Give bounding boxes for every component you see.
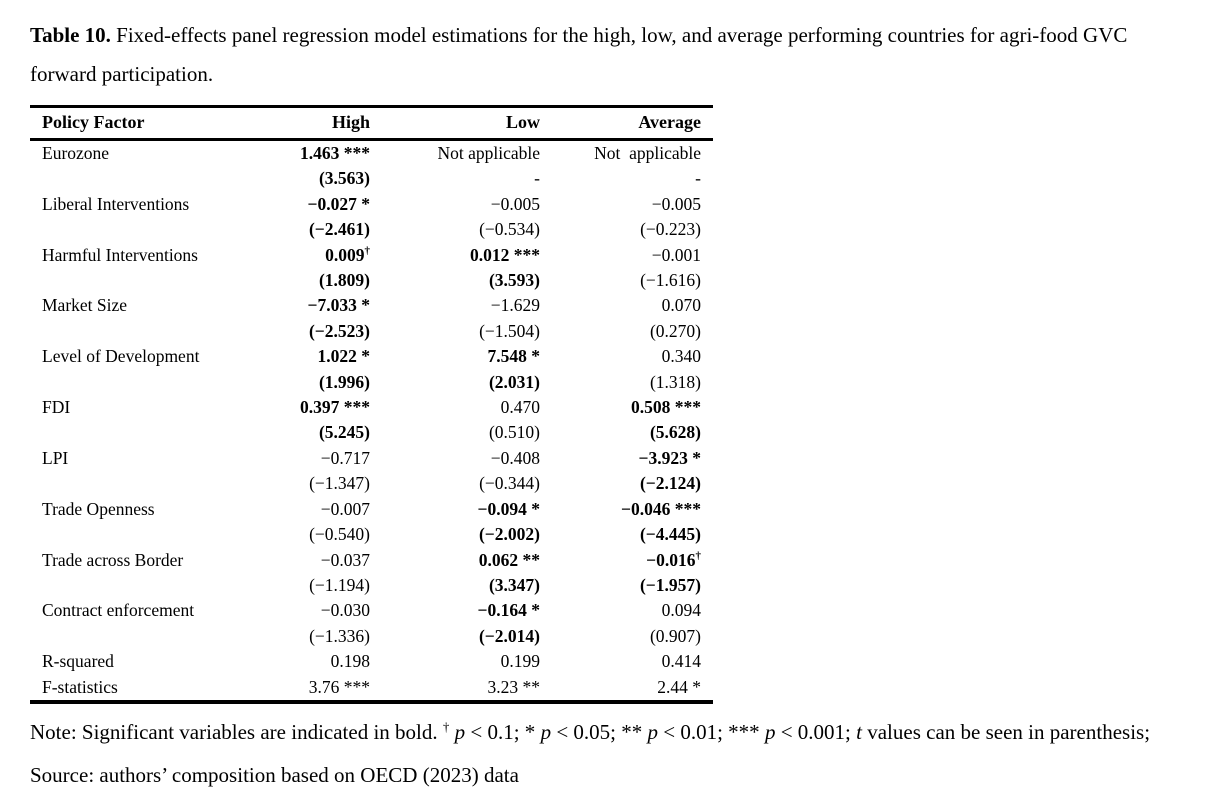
value-cell: −0.016† — [646, 549, 701, 570]
value-cell: (−2.124) — [639, 473, 701, 494]
dagger-superscript: † — [364, 244, 370, 257]
table-body — [30, 140, 713, 702]
column-header-low: Low — [382, 107, 552, 140]
policy-factor-cell — [30, 522, 270, 547]
value-cell: −0.094 * — [477, 498, 540, 519]
regression-table — [30, 105, 713, 704]
policy-factor-cell: Trade across Border — [42, 549, 184, 570]
value-cell: (3.347) — [488, 574, 540, 595]
policy-factor-cell — [30, 268, 270, 293]
table-row — [30, 166, 713, 191]
value-cell: 0.012 *** — [470, 244, 540, 265]
value-cell: (−2.523) — [308, 320, 370, 341]
value-cell: 3.76 *** — [308, 676, 370, 697]
policy-factor-cell — [30, 624, 270, 649]
note-text: Note: Significant variables are indicated in bold. — [30, 719, 443, 744]
policy-factor-cell: Contract enforcement — [42, 600, 195, 621]
value-cell: −0.005 — [651, 193, 701, 214]
value-cell: −0.027 * — [307, 193, 370, 214]
italic-stat-symbol: p — [764, 719, 776, 744]
value-cell: (5.245) — [318, 422, 370, 443]
policy-factor-cell: Liberal Interventions — [42, 193, 190, 214]
note-text: < 0.01; *** — [658, 719, 765, 744]
note-text: < 0.05; ** — [551, 719, 648, 744]
table-header — [30, 107, 713, 140]
table-row — [30, 140, 713, 167]
table-note — [30, 711, 1184, 797]
table-row — [30, 293, 713, 318]
policy-factor-cell: F-statistics — [42, 676, 118, 697]
italic-stat-symbol: t — [856, 719, 862, 744]
policy-factor-cell — [30, 573, 270, 598]
table-row — [30, 395, 713, 420]
value-cell: (−1.336) — [309, 625, 370, 646]
table-caption-label: Table 10. — [30, 23, 111, 47]
value-cell: 0.094 — [661, 600, 701, 621]
value-cell: (−0.344) — [479, 473, 540, 494]
value-cell: (−2.461) — [308, 219, 370, 240]
value-cell: (2.031) — [488, 371, 540, 392]
value-cell: Not applicable — [437, 143, 540, 163]
value-cell: 0.009† — [325, 244, 370, 265]
value-cell: (−0.540) — [309, 524, 370, 545]
value-cell: 0.198 — [330, 651, 370, 672]
value-cell: −0.164 * — [477, 600, 540, 621]
policy-factor-cell — [30, 217, 270, 242]
table-row — [30, 344, 713, 369]
table-row — [30, 446, 713, 471]
value-cell: (−4.445) — [639, 524, 701, 545]
value-cell: (−1.616) — [640, 270, 701, 291]
table-row — [30, 420, 713, 445]
value-cell: 0.414 — [661, 651, 701, 672]
table-caption — [30, 16, 1184, 94]
note-text: < 0.1; * — [465, 719, 541, 744]
value-cell: (−2.002) — [478, 524, 540, 545]
table-row — [30, 243, 713, 268]
value-cell: 7.548 * — [487, 346, 540, 367]
policy-factor-cell — [30, 420, 270, 445]
value-cell: (−0.223) — [640, 219, 701, 240]
value-cell: (1.809) — [318, 270, 370, 291]
table-row — [30, 319, 713, 344]
value-cell: −0.007 — [320, 498, 370, 519]
table-row — [30, 497, 713, 522]
column-header-high: High — [270, 107, 382, 140]
value-cell: −7.033 * — [307, 295, 370, 316]
value-cell: 0.340 — [661, 346, 701, 367]
value-cell: −0.001 — [651, 244, 701, 265]
value-cell: −3.923 * — [638, 447, 701, 468]
value-cell: (3.593) — [488, 270, 540, 291]
value-cell: −0.408 — [490, 447, 540, 468]
policy-factor-cell: Eurozone — [42, 143, 110, 163]
policy-factor-cell — [30, 471, 270, 496]
value-cell: 0.397 *** — [300, 397, 370, 418]
value-cell: −0.717 — [320, 447, 370, 468]
value-cell: (−1.957) — [639, 574, 701, 595]
table-row — [30, 548, 713, 573]
value-cell: 1.022 * — [317, 346, 370, 367]
value-cell: 0.508 *** — [631, 397, 701, 418]
value-cell: (1.318) — [649, 371, 701, 392]
italic-stat-symbol: p — [647, 719, 658, 744]
value-cell: - — [695, 168, 701, 189]
value-cell: −0.030 — [320, 600, 370, 621]
table-row — [30, 192, 713, 217]
table-row — [30, 217, 713, 242]
value-cell: Not applicable — [594, 143, 701, 163]
policy-factor-cell: R-squared — [42, 651, 114, 672]
value-cell: (3.563) — [318, 168, 370, 189]
policy-factor-cell: Harmful Interventions — [42, 244, 198, 265]
dagger-superscript: † — [442, 718, 450, 734]
header-row — [30, 107, 713, 140]
table-row — [30, 370, 713, 395]
policy-factor-cell: Trade Openness — [42, 498, 155, 519]
value-cell: 0.070 — [661, 295, 701, 316]
value-cell: −1.629 — [490, 295, 540, 316]
policy-factor-cell: FDI — [42, 397, 71, 418]
value-cell: (−1.347) — [309, 473, 370, 494]
value-cell: −0.037 — [320, 549, 370, 570]
table-row — [30, 522, 713, 547]
policy-factor-cell — [30, 319, 270, 344]
value-cell: (0.270) — [649, 320, 701, 341]
value-cell: 0.199 — [500, 651, 540, 672]
column-header-average: Average — [552, 107, 713, 140]
value-cell: (−2.014) — [478, 625, 540, 646]
policy-factor-cell: Market Size — [42, 295, 128, 316]
policy-factor-cell — [30, 166, 270, 191]
value-cell: - — [534, 168, 540, 189]
table-caption-text: Fixed-effects panel regression model estimations for the high, low, and average performing countries for agri-food GVC forward participation. — [30, 23, 1128, 86]
value-cell: 1.463 *** — [300, 143, 370, 163]
value-cell: −0.005 — [490, 193, 540, 214]
table-row — [30, 598, 713, 623]
table-row — [30, 268, 713, 293]
value-cell: (0.907) — [649, 625, 701, 646]
value-cell: 0.062 ** — [478, 549, 540, 570]
table-row — [30, 624, 713, 649]
value-cell: (0.510) — [488, 422, 540, 443]
value-cell: 3.23 ** — [487, 676, 540, 697]
italic-stat-symbol: p — [540, 719, 552, 744]
policy-factor-cell: LPI — [42, 447, 69, 468]
note-text: < 0.001; — [775, 719, 857, 744]
value-cell: 2.44 * — [657, 676, 701, 697]
table-row — [30, 649, 713, 674]
table-row — [30, 471, 713, 496]
value-cell: 0.470 — [500, 397, 540, 418]
value-cell: −0.046 *** — [621, 498, 701, 519]
value-cell: (−1.194) — [309, 574, 370, 595]
note-text: values can be seen in parenthesis; Source: authors’ composition based on OECD (2023) data — [30, 719, 1151, 787]
dagger-superscript: † — [695, 549, 701, 562]
column-header-policy-factor: Policy Factor — [30, 107, 270, 140]
table-row — [30, 675, 713, 702]
value-cell: (−1.504) — [479, 320, 540, 341]
value-cell: (5.628) — [649, 422, 701, 443]
italic-stat-symbol: p — [454, 719, 466, 744]
policy-factor-cell: Level of Development — [42, 346, 200, 367]
value-cell: (−0.534) — [479, 219, 540, 240]
policy-factor-cell — [30, 370, 270, 395]
table-row — [30, 573, 713, 598]
value-cell: (1.996) — [318, 371, 370, 392]
